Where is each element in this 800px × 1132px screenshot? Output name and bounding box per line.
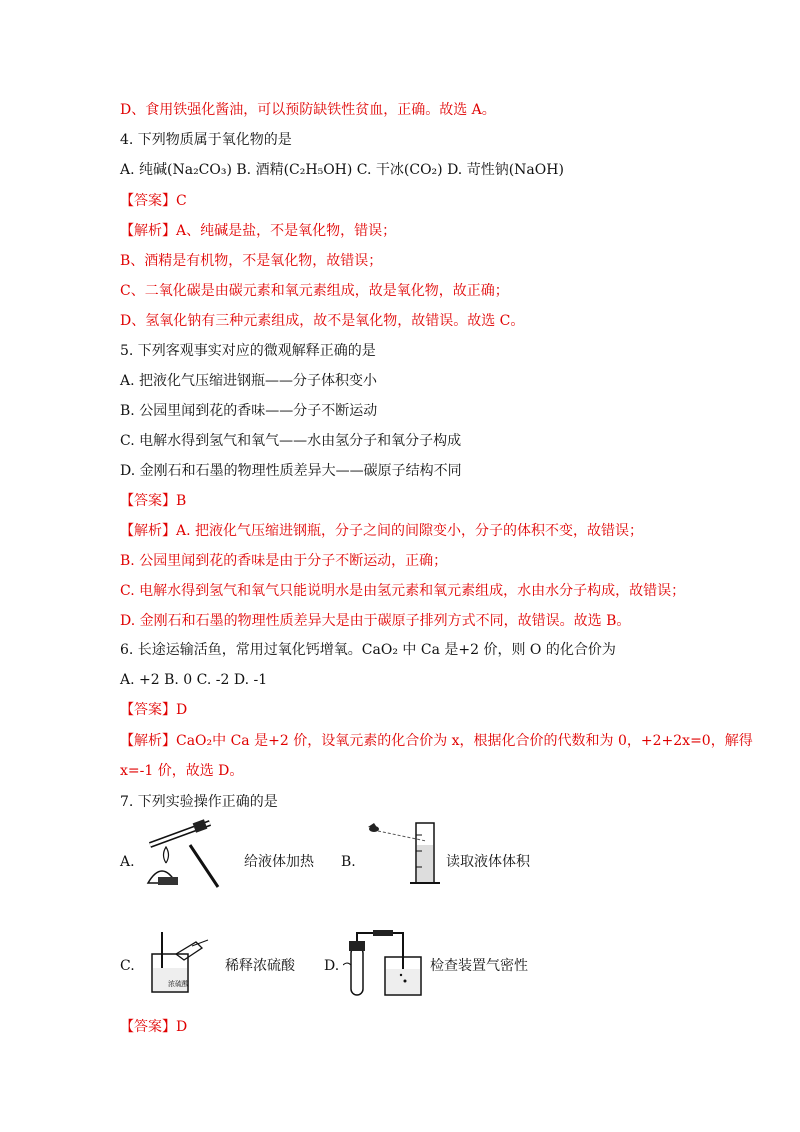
q4-expl-d: D、氢氧化钠有三种元素组成，故不是氧化物，故错误。故选 C。 [120, 313, 525, 329]
q4-title: 4. 下列物质属于氧化物的是 [120, 132, 292, 148]
q5-option-d: D. 金刚石和石墨的物理性质差异大——碳原子结构不同 [120, 463, 462, 479]
q5-title: 5. 下列客观事实对应的微观解释正确的是 [120, 343, 376, 359]
prev-explanation-d: D、食用铁强化酱油，可以预防缺铁性贫血，正确。故选 A。 [120, 102, 496, 118]
q4-options: A. 纯碱(Na₂CO₃) B. 酒精(C₂H₅OH) C. 干冰(CO₂) D. 苛性钠(NaOH) [120, 162, 564, 178]
q5-expl-b: B. 公园里闻到花的香味是由于分子不断运动，正确； [120, 553, 448, 569]
q5-expl-a: 【解析】A. 把液化气压缩进钢瓶，分子之间的间隙变小，分子的体积不变，故错误； [120, 523, 644, 539]
q6-answer: 【答案】D [120, 702, 188, 718]
q6-expl-2: x=-1 价，故选 D。 [120, 763, 244, 779]
q6-title: 6. 长途运输活鱼，常用过氧化钙增氧。CaO₂ 中 Ca 是+2 价，则 O 的化合价为 [120, 642, 616, 658]
q4-expl-c: C、二氧化碳是由碳元素和氧元素组成，故是氧化物，故正确； [120, 283, 509, 299]
q7-title: 7. 下列实验操作正确的是 [120, 794, 278, 810]
q5-expl-c: C. 电解水得到氢气和氧气只能说明水是由氢元素和氧元素组成，水由水分子构成，故错误； [120, 583, 686, 599]
q7-d-caption: 检查装置气密性 [430, 958, 528, 974]
q7-b-caption: 读取液体体积 [446, 854, 530, 870]
q4-answer: 【答案】C [120, 193, 187, 209]
q7-answer: 【答案】D [120, 1019, 188, 1035]
q5-option-a: A. 把液化气压缩进钢瓶——分子体积变小 [120, 373, 378, 389]
dilute-acid-illustration [148, 928, 212, 998]
q5-answer: 【答案】B [120, 493, 187, 509]
q6-options: A. +2 B. 0 C. -2 D. -1 [120, 672, 268, 688]
q5-option-b: B. 公园里闻到花的香味——分子不断运动 [120, 403, 378, 419]
heating-liquid-illustration [140, 815, 230, 890]
conc-sulfuric-acid-label: 浓硫酸 [168, 980, 189, 988]
q7-c-label: C. [120, 958, 135, 974]
q5-expl-d: D. 金刚石和石墨的物理性质差异大是由于碳原子排列方式不同，故错误。故选 B。 [120, 613, 631, 629]
graduated-cylinder-illustration [360, 815, 440, 890]
q7-b-label: B. [341, 854, 356, 870]
airtightness-check-illustration [343, 925, 425, 1000]
q7-a-label: A. [120, 854, 135, 870]
q7-d-label: D. [324, 958, 340, 974]
q6-expl-1: 【解析】CaO₂中 Ca 是+2 价，设氧元素的化合价为 x，根据化合价的代数和为 0，+2+2x=0，解得 [120, 733, 753, 749]
q7-a-caption: 给液体加热 [244, 854, 314, 870]
q7-c-caption: 稀释浓硫酸 [225, 958, 295, 974]
q5-option-c: C. 电解水得到氢气和氧气——水由氢分子和氧分子构成 [120, 433, 462, 449]
q4-expl-a: 【解析】A、纯碱是盐，不是氧化物，错误； [120, 223, 397, 239]
q4-expl-b: B、酒精是有机物，不是氧化物，故错误； [120, 253, 383, 269]
